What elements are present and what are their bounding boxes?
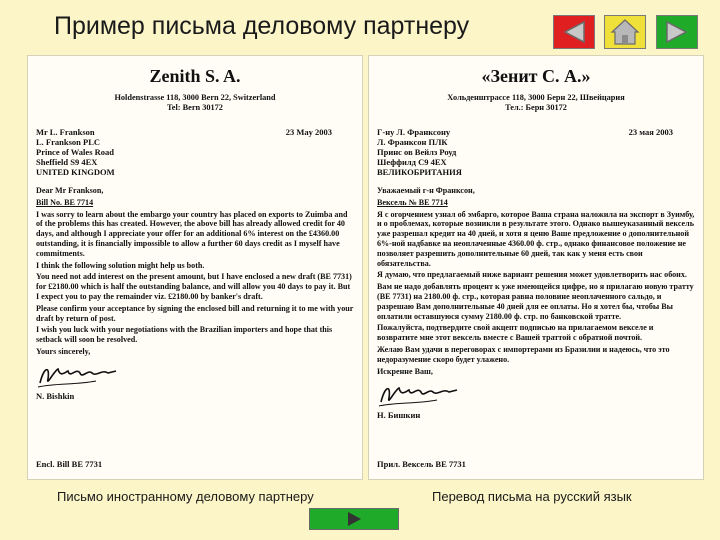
slide-title: Пример письма деловому партнеру (54, 12, 470, 40)
letter-paragraph: Пожалуйста, подтвердите свой акцепт подписью на прилагаемом векселе и возвратите мне этот вексель вместе с Вашей траттой с обратной почтой. (377, 323, 654, 343)
arrow-right-icon (662, 19, 692, 45)
letter-signer: Н. Бишкин (377, 410, 421, 421)
arrow-right-icon (344, 510, 364, 528)
letter-enclosure: Прил. Вексель ВЕ 7731 (377, 459, 466, 469)
letter-salutation: Dear Mr Frankson, (36, 186, 104, 195)
caption-translation: Перевод письма на русский язык (432, 489, 632, 504)
letter-phone-line: Tel: Bern 30172 (167, 103, 223, 112)
letter-paragraph: Я думаю, что предлагаемый ниже вариант решения может удовлетворить нас обоих. (377, 270, 687, 280)
back-button[interactable] (553, 15, 595, 49)
signature-image (28, 359, 362, 391)
letter-phone-line: Тел.: Берн 30172 (505, 103, 567, 112)
recipient-line: UNITED KINGDOM (36, 167, 115, 177)
letter-recipient (36, 127, 115, 177)
letter-salutation: Уважаемый г-н Франксон, (377, 186, 475, 195)
letter-english-image (27, 55, 363, 480)
letter-paragraph: I was sorry to learn about the embargo your country has placed on exports to Zuimba and of the problems this has created. However, the above bill has already allowed credit for 40 days, and although I appreciate your offer for an additional 6% interest on the £4360.00 outstanding, it is financially impossible to allow a further 60 days credit as I myself have commitments. (36, 209, 348, 258)
recipient-line: Л. Франксон ПЛК (377, 137, 448, 147)
arrow-left-icon (559, 19, 589, 45)
home-icon (610, 18, 640, 46)
recipient-line: Mr L. Frankson (36, 127, 95, 137)
letter-address-line: Хольденштрассе 118, 3000 Берн 22, Швейцария (447, 93, 625, 102)
letter-russian-image (368, 55, 704, 480)
letter-address (28, 93, 362, 113)
letter-paragraph: I think the following solution might help us both. (36, 260, 205, 270)
letter-company-name: «Зенит С. А.» (481, 66, 591, 86)
letter-closing: Искренне Ваш, (377, 366, 433, 376)
recipient-line: Prince of Wales Road (36, 147, 114, 157)
letter-recipient (377, 127, 462, 177)
letter-paragraph: Вам не надо добавлять процент к уже имеющейся цифре, но я прилагаю новую тратту (ВЕ 7731) на 2180.00 ф. стр., которая равна половине неоплаченного сальдо, и разрешаю Вам дополнительные 40 дней для ее оплаты. Но я хотел бы, чтобы Вы оплатили оставшуюся сумму 2180.00 ф. стр. по банковской тратте. (377, 282, 694, 321)
letter-reference: Вексель № ВЕ 7714 (377, 197, 448, 207)
letter-reference: Bill No. BE 7714 (36, 197, 94, 207)
recipient-line: L. Frankson PLC (36, 137, 100, 147)
signature-image (369, 378, 703, 410)
next-slide-button[interactable] (309, 508, 399, 530)
letter-paragraph: I wish you luck with your negotiations with the Brazilian importers and hope that this setback will soon be resolved. (36, 325, 333, 345)
letter-company-name: Zenith S. A. (149, 66, 241, 86)
letter-date: 23 мая 2003 (628, 127, 673, 137)
caption-original-letter: Письмо иностранному деловому партнеру (57, 489, 314, 504)
recipient-line: ВЕЛИКОБРИТАНИЯ (377, 167, 462, 177)
letter-paragraph: Я с огорчением узнал об эмбарго, которое Ваша страна наложила на экспорт в Зуимбу, и о проблемах, которые возникли в результате этого. Однако вышеуказанный вексель уже разрешал кредит на 40 дней, и хотя я ценю Ваше предложение о дополнительной 6%-ной надбавке на неоплаченные 4360.00 ф. стр., однако финансовое положение не позволяет разрешить дополнительные 60 дней, так как у меня есть свои обязательства. (377, 209, 695, 268)
letter-paragraph: Желаю Вам удачи в переговорах с импортерами из Бразилии и надеюсь, что это недоразумение скоро будет улажено. (377, 344, 670, 364)
letter-address (369, 93, 703, 113)
letter-body (28, 186, 362, 357)
letter-date: 23 May 2003 (285, 127, 332, 137)
letter-closing: Yours sincerely, (36, 346, 91, 356)
letter-paragraph: You need not add interest on the present amount, but I have enclosed a new draft (BE 7731) for £2180.00 which is half the outstanding balance, and will allow you 40 days to pay it. But I expect you to pay the remainder viz. £2180.00 by banker's draft. (36, 272, 352, 301)
letter-address-line: Holdenstrasse 118, 3000 Bern 22, Switzerland (114, 93, 276, 102)
letter-body (369, 186, 703, 376)
letter-paragraph: Please confirm your acceptance by signing the enclosed bill and returning it to me with your draft by return of post. (36, 303, 354, 323)
letter-enclosure: Encl. Bill BE 7731 (36, 459, 103, 469)
recipient-line: Г-ну Л. Франксону (377, 127, 451, 137)
letter-signer: N. Bishkin (36, 390, 75, 401)
forward-button[interactable] (656, 15, 698, 49)
recipient-line: Sheffield S9 4EX (36, 157, 98, 167)
recipient-line: Шеффилд С9 4ЕХ (377, 157, 447, 167)
home-button[interactable] (604, 15, 646, 49)
recipient-line: Принс ов Вейлз Роуд (377, 147, 457, 157)
